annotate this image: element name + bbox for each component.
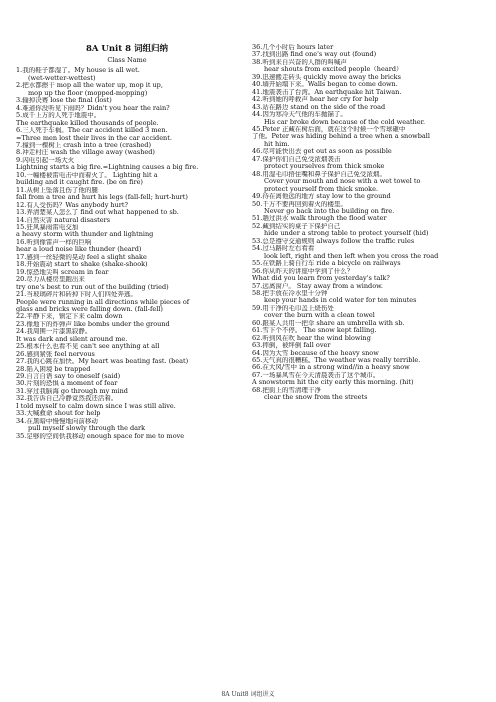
phrase-line: 24.我周围一片漆黑寂静。 [16, 328, 92, 336]
phrase-line: 64.因为大雪 because of the heavy snow [252, 349, 379, 357]
phrase-line: protect yourself from thick smoke. [264, 185, 379, 193]
class-name-line: Class Name [107, 56, 147, 64]
phrase-line: 25.根本什么也看不见 can't see anything at all [16, 343, 160, 351]
phrase-line: 60.跟某人共用一把伞 share an umbrella with sb. [252, 319, 405, 327]
phrase-line: 61.雪下个不停。 The snow kept falling. [252, 327, 377, 335]
phrase-line: =Three men lost their lives in the car accident. [16, 134, 172, 142]
phrase-line: People were running in all directions while pieces of [16, 298, 190, 306]
phrase-line: 49.待在离他远的地方 stay low to the ground [252, 193, 391, 201]
phrase-line: 29.自言自语 say to oneself (said) [16, 373, 121, 381]
phrase-line: 47.保护你们自己免受浓烟袭击 [252, 155, 341, 163]
phrase-line: 7.撞到一棵树上 crash into a tree (crashed) [16, 141, 151, 149]
phrase-line: hear a loud noise like thunder (heard) [16, 246, 142, 254]
phrase-line: 21.当玻璃碎片和砖掉下时人们四处奔逃。 [16, 291, 137, 299]
phrase-line: 58.把手放在冷水里十分钟 [252, 289, 328, 297]
phrase-line: 46.尽可能快出去 get out as soon as possible [252, 148, 392, 156]
phrase-line: 8.冲走村庄 wash the village away (washed) [16, 149, 155, 157]
phrase-line: 36.几个小时后 hours later [252, 44, 334, 51]
phrase-line: 51.趟过洪水 walk through the flood water [252, 215, 387, 223]
phrase-line: hit him. [264, 140, 290, 148]
phrase-line: 62.听到风在吹 hear the wind blowing [252, 334, 371, 342]
phrase-line: 57.远离窗户。 Stay away from a window. [252, 282, 383, 290]
phrase-line: building and it caught fire. (be on fire) [16, 179, 143, 187]
phrase-line: a heavy storm with thunder and lightning [16, 231, 154, 239]
phrase-line: pull myself slowly through the dark [28, 425, 146, 433]
phrase-line: 59.用干净的毛巾盖上烧伤处 [252, 304, 334, 312]
phrase-line: 20.尽力从楼房里跑出来 [16, 276, 85, 284]
phrase-line: hide under a strong table to protect yourself (hid) [264, 230, 429, 238]
phrase-line: cover the burn with a clean towel [264, 312, 375, 320]
phrase-line: 39.迅速搬走砖头 quickly move away the bricks [252, 73, 401, 81]
phrase-line: His car broke down because of the cold weather. [264, 118, 426, 126]
phrase-line: 63.摔倒，被绊倒 fall over [252, 342, 331, 350]
phrase-line: 30.片刻的恐惧 a moment of fear [16, 380, 118, 388]
phrase-line: 23.像地下的炸弹声 like bombs under the ground [16, 320, 170, 328]
phrase-line: protect yourselves from thick smoke [264, 163, 385, 171]
page-footer: 8A Unit8 词组讲义 [221, 691, 275, 698]
phrase-line: 2.把水都擦干 mop all the water up, mop it up, [16, 82, 163, 90]
phrase-line: 53.总是遵守交通规则 always follow the traffic rules [252, 237, 415, 245]
phrase-line: 13.弄清楚某人怎么了 find out what happened to sb. [16, 209, 179, 217]
phrase-line: 56.你从昨天的讲座中学到了什么？ [252, 267, 354, 275]
phrase-line: 33.大喊救命 shout for help [16, 410, 101, 418]
phrase-line: 16.听到像雷声一样的巨响 [16, 238, 92, 246]
phrase-line: 54.过马路时左右看看 [252, 245, 315, 253]
phrase-line: 65.天气真的很糟糕。The weather was really terrible. [252, 357, 421, 365]
phrase-line: 22.平静下来，镇定下来 calm down [16, 313, 123, 321]
phrase-line: 44.因为寒冷天气他的车抛锚了。 [252, 111, 347, 119]
phrase-line: 38.听到来自兴奋的人群的叫喊声 [252, 58, 347, 66]
phrase-line: 67.一场暴风雪在今天清晨袭击了这个城市。 [252, 371, 380, 379]
phrase-line: What did you learn from yesterday's talk? [252, 275, 390, 283]
phrase-line: mop up the floor (mopped-mopping) [28, 89, 148, 97]
phrase-line: A snowstorm hit the city early this morning. (hit) [252, 379, 414, 387]
phrase-line: 41.地震袭击了台湾。An earthquake hit Taiwan. [252, 88, 402, 96]
phrase-line: fall from a tree and hurt his legs (fall-fell; hurt-hurt) [16, 194, 188, 202]
phrase-line: 35.足够的空间供我移动 enough space for me to move [16, 432, 185, 440]
phrase-line: 52.藏到结实的桌子下保护自己 [252, 222, 341, 230]
phrase-line: 26.感到紧张 feel nervous [16, 350, 95, 358]
right-phrase-list [252, 44, 484, 402]
phrase-line: 42.听到她的呼救声 hear her cry for help [252, 96, 379, 104]
phrase-line: 1.我的鞋子都湿了。My house is all wet. [16, 67, 140, 75]
phrase-line: I told myself to calm down since I was still alive. [16, 402, 176, 410]
phrase-line: 5.成千上万的人死于地震中。 [16, 112, 101, 120]
phrase-line: 43.站在路边 stand on the side of the road [252, 103, 386, 111]
phrase-line: 37.找到出路 find one's way out (found) [252, 51, 377, 59]
phrase-line: keep your hands in cold water for ten minutes [264, 297, 417, 305]
phrase-line: 11.从树上坠落且伤了他的腿 [16, 186, 98, 194]
left-phrase-list [16, 67, 238, 440]
phrase-line: 40.墙开始塌下来。Walls began to come down. [252, 81, 398, 89]
phrase-line: 28.陷入困境 be trapped [16, 365, 91, 373]
left-column [16, 44, 238, 440]
phrase-line: hear shouts from excited people（heard） [264, 66, 403, 74]
right-column [252, 44, 484, 402]
phrase-line: The earthquake killed thousands of people. [16, 119, 159, 127]
phrase-line: (wet-wetter-wettest) [28, 74, 96, 82]
phrase-line: 3.输掉决赛 lose the final (lost) [16, 97, 112, 105]
phrase-line: 4.难道你没听见下雨吗？Didn't you hear the rain? [16, 104, 170, 112]
phrase-line: 45.Peter 正藏在树后面，就在这个时候一个雪球砸中 [252, 125, 406, 133]
document-title: 8A Unit 8 词组归纳 [85, 44, 169, 54]
phrase-line: 17.感到一丝轻微的晃动 feel a slight shake [16, 253, 147, 261]
phrase-line: 68.把街上的雪清理干净 [252, 386, 321, 394]
phrase-line: clear the snow from the streets [264, 394, 368, 402]
phrase-line: 6.三人死于车祸。The car accident killed 3 men. [16, 127, 168, 135]
phrase-line: 了他。Peter was hiding behind a tree when a snowball [252, 133, 430, 141]
phrase-line: 12.有人受伤吗？Was anybody hurt? [16, 201, 129, 209]
phrase-line: 14.自然灾害 natural disasters [16, 216, 111, 224]
phrase-line: 18.开始震动 start to shake (shake-shook) [16, 261, 148, 269]
phrase-line: glass and bricks were falling down. (fall-fell) [16, 305, 163, 313]
phrase-line: 48.用湿毛巾捂住嘴和鼻子保护自己免受浓烟。 [252, 170, 386, 178]
phrase-line: 9.闪电引起一场大火 [16, 156, 75, 164]
phrase-line: try one's best to run out of the building (tried) [16, 283, 169, 291]
phrase-line: 34.在黑暗中慢慢地向前移动 [16, 417, 98, 425]
phrase-line: Cover your mouth and nose with a wet towel to [264, 178, 421, 186]
phrase-line: It was dark and silent around me. [16, 335, 128, 343]
phrase-line: Lightning starts a big fire.=Lightning causes a big fire. [16, 164, 199, 172]
phrase-line: 10.一幢楼被雷电击中而着火了。 Lighting hit a [16, 171, 158, 179]
phrase-line: look left, right and then left when you cross the road [264, 252, 439, 260]
phrase-line: 55.在铁路上骑自行车 ride a bicycle on railways [252, 260, 401, 268]
phrase-line: 19.惊恐地尖叫 scream in fear [16, 268, 109, 276]
phrase-line: 66.在大风/雪中 in a strong wind//in a heavy snow [252, 364, 410, 372]
phrase-line: 31.穿过我脑海 go through my mind [16, 387, 128, 395]
phrase-line: 27.我的心跳在加快。My heart was beating fast. (beat) [16, 358, 189, 366]
phrase-line: Never go back into the building on fire. [264, 207, 395, 215]
phrase-line: 15.狂风暴雨雷电交加 [16, 223, 79, 231]
phrase-line: 32.我告诉自己冷静竟然我还活着。 [16, 395, 118, 403]
phrase-line: 50.千万不要再回到着火的楼里。 [252, 200, 347, 208]
